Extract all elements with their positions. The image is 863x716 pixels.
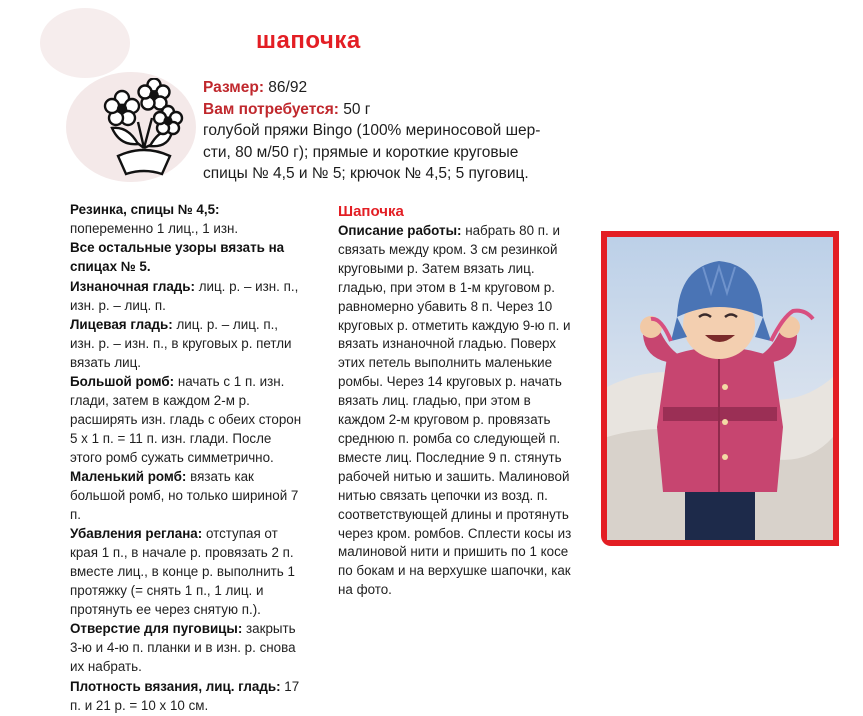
instruction-item [70,620,306,677]
instruction-text: вязать как большой ромб, но только шириной 7 п. [70,469,299,522]
instruction-label: Отверстие для пуговицы: [70,621,243,637]
instruction-item [70,201,306,239]
needs-line [203,99,563,121]
instruction-label: Лицевая гладь: [70,316,173,332]
work-description [338,203,578,601]
instruction-label: Все остальные узоры вязать на спицах № 5. [70,240,285,275]
instruction-item [70,468,306,525]
pattern-header [203,77,563,185]
instruction-label: Плотность вязания, лиц. гладь: [70,678,281,694]
instruction-label: Изнаночная гладь: [70,278,195,294]
instruction-text: попеременно 1 лиц., 1 изн. [70,220,239,236]
needs-value: 50 г [338,100,371,118]
description-body: набрать 80 п. и связать между кром. 3 см резинкой круговыми р. Затем вязать лиц. гладью, при этом в 1-м круговом р. равномерно убавить 8 п. Через 10 круговых р. отметить каждую 9-ю п. и вязать изнаночной гладью. Поверх этих петель выполнить маленькие ромбы. Через 14 круговых р. начать вязать лиц. гладью, при этом в каждом 2-м круговом р. провязать среднюю п. ромба со следующей п. вместе лиц. Последние 9 п. стянуть рабочей нитью и зашить. Малиновой нитью связать цепочки из возд. п. соответствующей длины и протянуть через кром. ромбов. Сплести косы из малиновой нити и пришить по 1 косе по бокам и на верхушке шапочки, как на фото. [338,223,572,598]
instruction-label: Резинка, спицы № 4,5: [70,202,220,217]
instruction-text: лиц. р. – лиц. п., изн. р. – изн. п., в круговых р. петли вязать лиц. [70,316,292,370]
instruction-item [70,525,306,620]
child-in-hat-illustration [607,237,833,540]
instruction-text: лиц. р. – изн. п., изн. р. – лиц. п. [70,278,299,313]
size-line [203,77,563,99]
flower-bouquet-icon [88,78,200,178]
instruction-label: Маленький ромб: [70,469,187,485]
description-text [338,222,578,600]
instruction-item [70,678,306,716]
instruction-item [70,278,306,316]
instruction-text: закрыть 3-ю и 4-ю п. планки и в изн. р. снова их набрать. [70,621,296,675]
size-value: 86/92 [263,79,308,96]
section-subtitle: Шапочка [338,203,404,220]
instruction-item [70,373,306,468]
instruction-text: отступая от края 1 п., в начале р. провязать 2 п. вместе лиц., в конце р. выполнить 1 протяжку (= снять 1 п., 1 лиц. и протянуть ее через снятую п.). [70,526,295,618]
description-label: Описание работы: [338,223,462,238]
instruction-text: 17 п. и 21 р. = 10 х 10 см. [70,678,300,713]
stitch-instructions [70,201,306,716]
materials-line: спицы № 4,5 и № 5; крючок № 4,5; 5 пуговиц. [203,165,529,183]
child-photo [601,231,839,546]
page-title: шапочка [256,27,361,54]
materials-line: сти, 80 м/50 г); прямые и короткие круговые [203,143,519,161]
background-blob [40,8,130,78]
instruction-item [70,316,306,373]
instruction-label: Убавления реглана: [70,526,203,542]
materials-line: голубой пряжи Bingo (100% мериносовой шер- [203,122,541,140]
instruction-label: Большой ромб: [70,374,175,390]
instruction-item [70,239,306,277]
instruction-text: начать с 1 п. изн. глади, затем в каждом 2-м р. расширять изн. гладь с обеих сторон 5 х 1 п. = 11 п. изн. глади. После этого ромб сужать симметрично. [70,374,302,465]
size-label: Размер: [203,79,264,96]
needs-label: Вам потребуется: [203,100,339,118]
